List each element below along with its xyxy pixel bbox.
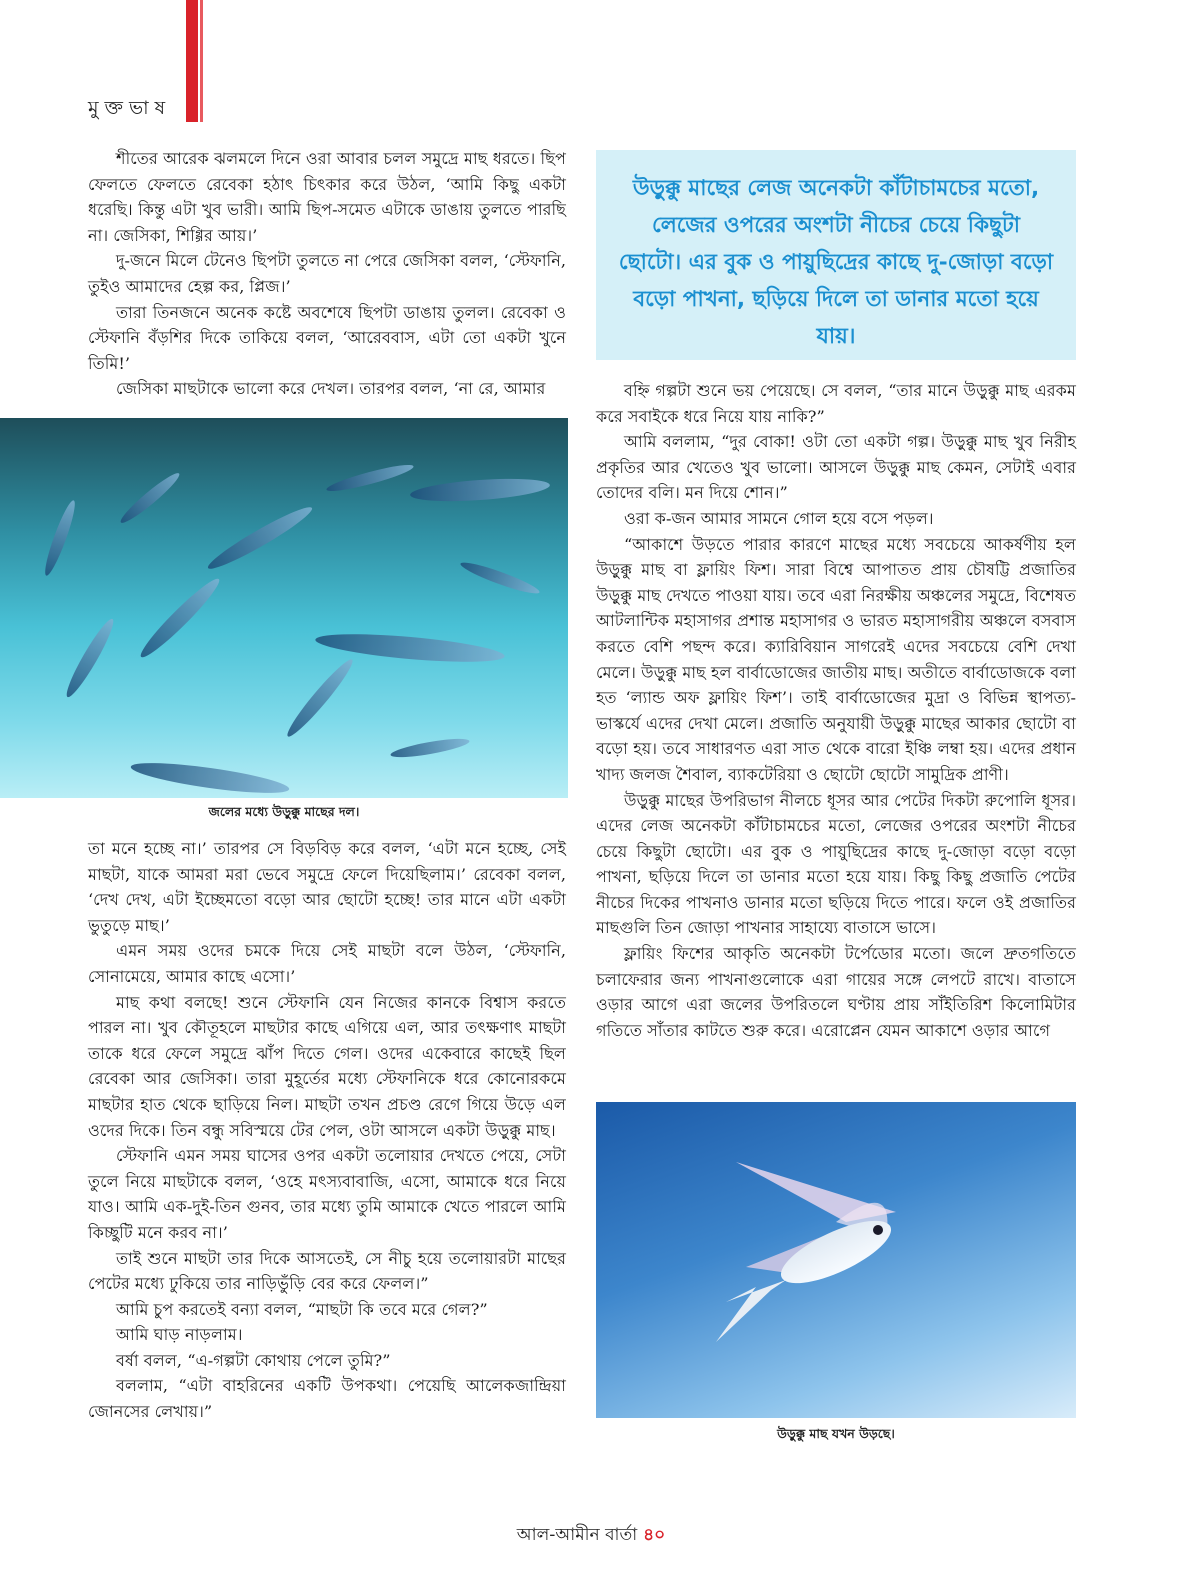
paragraph: তারা তিনজনে অনেক কষ্টে অবশেষে ছিপটা ডাঙায় তুলল। রেবেকা ও স্টেফানি বঁড়শির দিকে তাকিয়ে বলল, ‘আরেববাস, এটা তো একটা খুনে তিমি!’ [88,302,566,373]
header-accent-bar-thin [200,0,203,122]
paragraph: তাই শুনে মাছটা তার দিকে আসতেই, সে নীচু হয়ে তলোয়ারটা মাছের পেটের মধ্যে ঢুকিয়ে তার নাড়িভুঁড়ি বের করে ফেলল।” [88,1248,566,1294]
paragraph: দু-জনে মিলে টেনেও ছিপটা তুলতে না পেরে জেসিকা বলল, ‘স্টেফানি, তুইও আমাদের হেল্প কর, প্লিজ।’ [88,251,566,296]
paragraph: ওরা ক-জন আমার সামনে গোল হয়ে বসে পড়ল। [624,508,934,528]
paragraph: শীতের আরেক ঝলমলে দিনে ওরা আবার চলল সমুদ্রে মাছ ধরতে। ছিপ ফেলতে ফেলতে রেবেকা হঠাৎ চিৎকার করে উঠল, ‘আমি কিছু একটা ধরেছি। কিন্তু এটা খুব ভারী। আমি ছিপ-সমেত এটাকে ডাঙায় তুলতে পারছি না। জেসিকা, শিগ্গির আয়।’ [88,149,566,245]
paragraph: আমি বললাম, “দুর বোকা! ওটা তো একটা গল্প। উড়ুক্কু মাছ খুব নিরীহ প্রকৃতির আর খেতেও খুব ভালো। আসলে উড়ুক্কু মাছ কেমন, সেটাই এবার তোদের বলি। মন দিয়ে শোন।” [596,432,1076,503]
paragraph: বললাম, “এটা বাহরিনের একটি উপকথা। পেয়েছি আলেকজান্দ্রিয়া জোনসের লেখায়।” [88,1376,566,1422]
paragraph: স্টেফানি এমন সময় ঘাসের ওপর একটা তলোয়ার দেখতে পেয়ে, সেটা তুলে নিয়ে মাছটাকে বলল, ‘ওহে মৎস্যবাবাজি, এসো, আমাকে ধরে নিয়ে যাও। আমি এক-দুই-তিন গুনব, তার মধ্যে তুমি আমাকে খেতে পারলে আমি কিচ্ছুটি মনে করব না।’ [88,1146,566,1242]
photo-caption: জলের মধ্যে উড়ুক্কু মাছের দল। [208,804,360,819]
paragraph: ফ্লায়িং ফিশের আকৃতি অনেকটা টর্পেডোর মতো। জলে দ্রুতগতিতে চলাফেরার জন্য পাখনাগুলোকে এরা গায়ের সঙ্গে লেপটে রাখে। বাতাসে ওড়ার আগে এরা জলের উপরিতলে ঘণ্টায় প্রায় সাঁইতিরিশ কিলোমিটার গতিতে সাঁতার কাটতে শুরু করে। এরোপ্লেন যেমন আকাশে ওড়ার আগে [596,944,1076,1040]
header-accent-bar [186,0,198,122]
left-column-bottom [88,836,566,1425]
magazine-name: আল-আমীন বার্তা [516,1525,638,1545]
right-column [596,378,1076,1043]
fish-school-photo [0,418,568,798]
flying-fish-photo [596,1102,1076,1418]
paragraph: মাছ কথা বলছে! শুনে স্টেফানি যেন নিজের কানকে বিশ্বাস করতে পারল না। খুব কৌতূহলে মাছটার কাছে এগিয়ে এল, আর তৎক্ষণাৎ মাছটা তাকে ধরে ফেলে সমুদ্রে ঝাঁপ দিতে গেল। ওদের একেবারে কাছেই ছিল রেবেকা আর জেসিকা। তারা মুহূর্তের মধ্যে স্টেফানিকে ধরে কোনোরকমে মাছটার হাত থেকে ছাড়িয়ে নিল। মাছটা তখন প্রচণ্ড রেগে গিয়ে উড়ে এল ওদের দিকে। তিন বন্ধু সবিস্ময়ে টের পেল, ওটা আসলে একটা উড়ুক্কু মাছ। [88,992,566,1140]
paragraph: বর্ষা বলল, “এ-গল্পটা কোথায় পেলে তুমি?” [116,1350,391,1370]
page-number: ৪০ [643,1525,666,1545]
section-label: মুক্তভাষ [88,97,172,119]
page-footer [0,1522,1182,1550]
paragraph: আমি চুপ করতেই বন্যা বলল, “মাছটা কি তবে মরে গেল?” [116,1299,488,1319]
paragraph: বহ্নি গল্পটা শুনে ভয় পেয়েছে। সে বলল, “তার মানে উড়ুক্কু মাছ এরকম করে সবাইকে ধরে নিয়ে যায় নাকি?” [596,381,1076,426]
pull-quote-text: উড়ুক্কু মাছের লেজ অনেকটা কাঁটাচামচের মতো, লেজের ওপরের অংশটা নীচের চেয়ে কিছুটা ছোটো। এর বুক ও পায়ুছিদ্রের কাছে দু-জোড়া বড়ো বড়ো পাখনা, ছড়িয়ে দিলে তা ডানার মতো হয়ে যায়। [618,176,1054,349]
paragraph: আমি ঘাড় নাড়লাম। [116,1325,243,1345]
pull-quote-box [596,150,1076,360]
paragraph: এমন সময় ওদের চমকে দিয়ে সেই মাছটা বলে উঠল, ‘স্টেফানি, সোনামেয়ে, আমার কাছে এসো।’ [88,941,566,986]
paragraph: উড়ুক্কু মাছের উপরিভাগ নীলচে ধূসর আর পেটের দিকটা রুপোলি ধূসর। এদের লেজ অনেকটা কাঁটাচামচের মতো, লেজের ওপরের অংশটা নীচের চেয়ে কিছুটা ছোটো। এর বুক ও পায়ুছিদ্রের কাছে দু-জোড়া বড়ো বড়ো পাখনা, ছড়িয়ে দিলে তা ডানার মতো হয়ে যায়। কিছু কিছু প্রজাতি পেটের নীচের দিকের পাখনাও ডানার মতো ছড়িয়ে দিতে পারে। ফলে ওই প্রজাতির মাছগুলি তিন জোড়া পাখনার সাহায্যে বাতাসে ভাসে। [596,790,1076,938]
paragraph: “আকাশে উড়তে পারার কারণে মাছের মধ্যে সবচেয়ে আকর্ষণীয় হল উড়ুক্কু মাছ বা ফ্লায়িং ফিশ। সারা বিশ্বে আপাতত প্রায় চৌষট্টি প্রজাতির উড়ুক্কু মাছ দেখতে পাওয়া যায়। তবে এরা নিরক্ষীয় অঞ্চলের সমুদ্রে, বিশেষত আটলান্টিক মহাসাগর প্রশান্ত মহাসাগর ও ভারত মহাসাগরীয় অঞ্চলে বসবাস করতে বেশি পছন্দ করে। ক্যারিবিয়ান সাগরেই এদের সবচেয়ে বেশি দেখা মেলে। উড়ুক্কু মাছ হল বার্বাডোজের জাতীয় মাছ। অতীতে বার্বাডোজকে বলা হত ‘ল্যান্ড অফ ফ্লায়িং ফিশ’। তাই বার্বাডোজের মুদ্রা ও বিভিন্ন স্থাপত্য-ভাস্কর্যে এদের দেখা মেলে। প্রজাতি অনুযায়ী উড়ুক্কু মাছের আকার ছোটো বা বড়ো হয়। তবে সাধারণত এরা সাত থেকে বারো ইঞ্চি লম্বা হয়। এদের প্রধান খাদ্য জলজ শৈবাল, ব্যাকটেরিয়া ও ছোটো ছোটো সামুদ্রিক প্রাণী। [596,534,1076,784]
left-column-top [88,146,566,402]
photo-caption: উড়ুক্কু মাছ যখন উড়ছে। [777,1426,895,1441]
paragraph: জেসিকা মাছটাকে ভালো করে দেখল। তারপর বলল, ‘না রে, আমার [116,379,546,399]
paragraph: তা মনে হচ্ছে না।’ তারপর সে বিড়বিড় করে বলল, ‘এটা মনে হচ্ছে, সেই মাছটা, যাকে আমরা মরা ভেবে সমুদ্রে ফেলে দিয়েছিলাম।’ রেবেকা বলল, ‘দেখ দেখ, এটা ইচ্ছেমতো বড়ো আর ছোটো হচ্ছে! তার মানে এটা একটা ভুতুড়ে মাছ।’ [88,839,566,935]
